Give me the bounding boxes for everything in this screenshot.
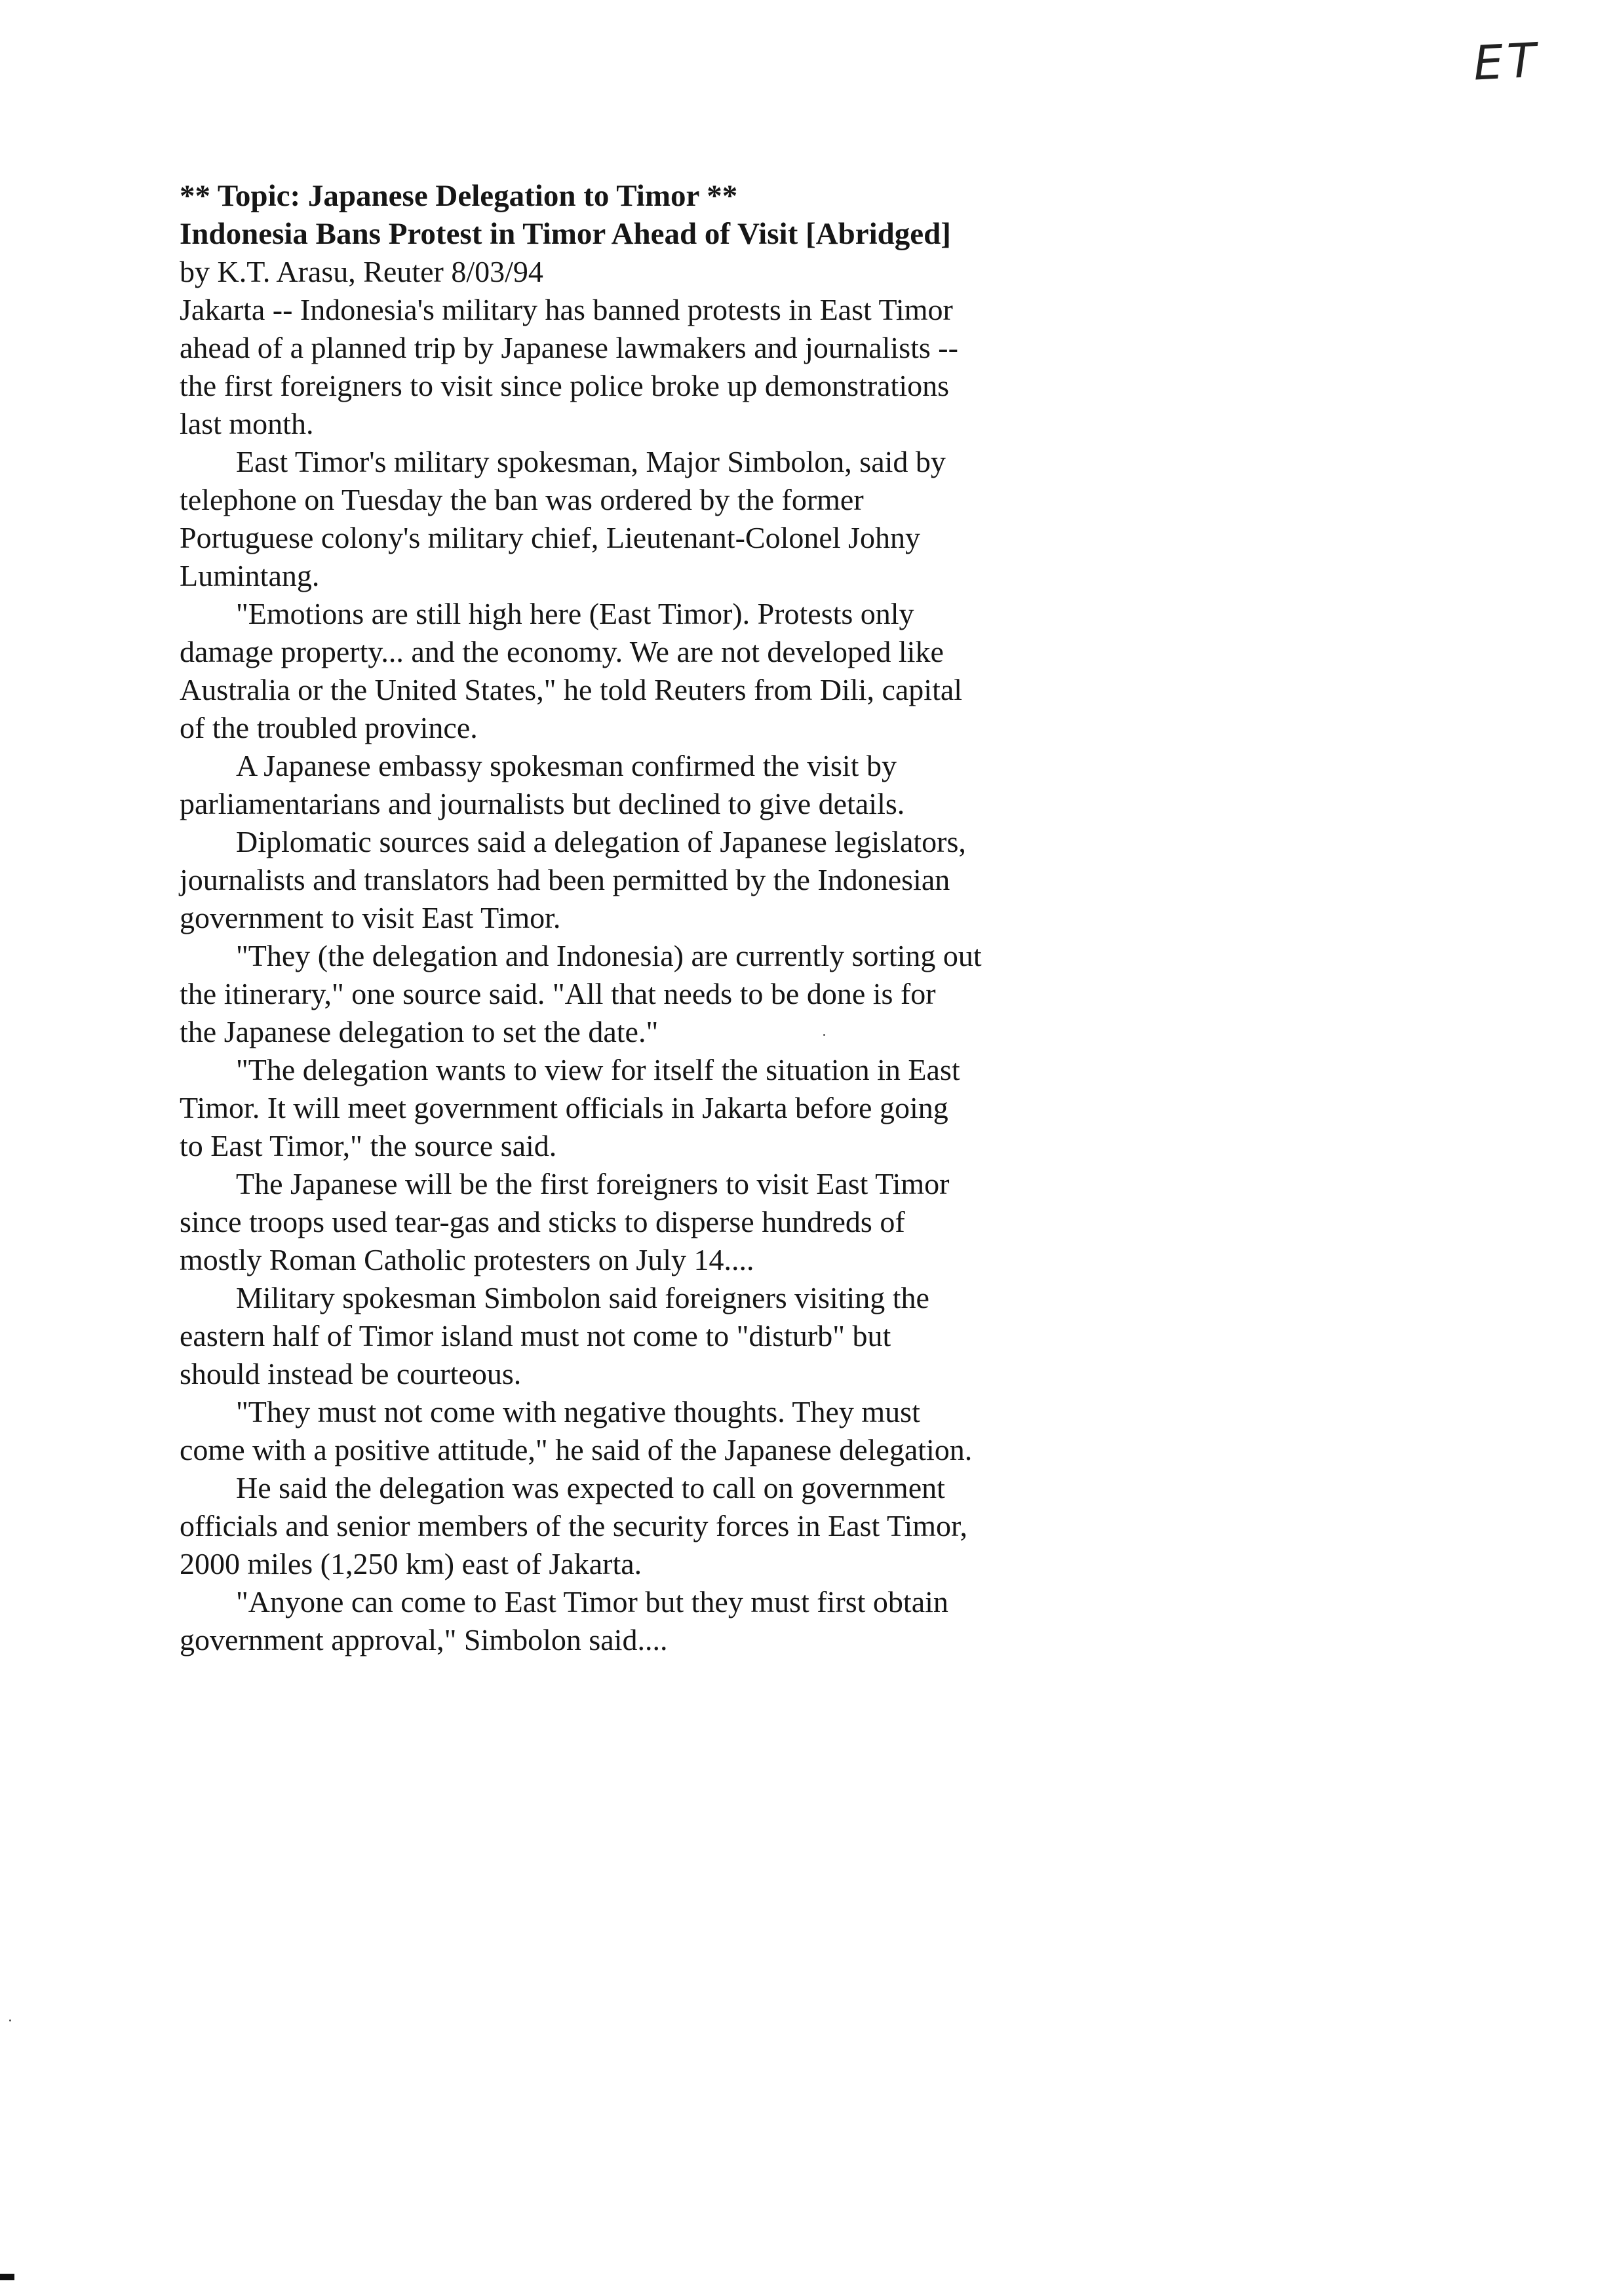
text-line: "Anyone can come to East Timor but they must first obtain [236,1585,948,1618]
handwritten-corner-mark: ET [1471,32,1542,91]
text-line: "Emotions are still high here (East Timor). Protests only [236,597,914,630]
text-line: the itinerary," one source said. "All that needs to be done is for [180,977,936,1010]
scan-speck [9,2019,11,2021]
article-paragraph [180,443,1097,595]
text-line: Timor. It will meet government officials in Jakarta before going [180,1091,948,1124]
text-line: government to visit East Timor. [180,901,561,934]
text-line: the first foreigners to visit since police broke up demonstrations [180,369,950,402]
article-paragraph [180,291,1097,443]
text-line: the Japanese delegation to set the date." [180,1015,659,1048]
text-line: A Japanese embassy spokesman confirmed the visit by [236,749,897,782]
article-paragraph [180,823,1097,937]
text-line: Diplomatic sources said a delegation of Japanese legislators, [236,825,966,858]
text-line: Lumintang. [180,559,320,592]
text-line: ahead of a planned trip by Japanese lawmakers and journalists -- [180,331,958,364]
article-paragraph [180,1469,1097,1583]
article-paragraph [180,1165,1097,1279]
text-line: come with a positive attitude," he said of the Japanese delegation. [180,1433,973,1466]
text-line: officials and senior members of the security forces in East Timor, [180,1509,967,1542]
text-line: "The delegation wants to view for itself the situation in East [236,1053,960,1086]
text-line: parliamentarians and journalists but declined to give details. [180,787,905,820]
text-line: to East Timor," the source said. [180,1129,557,1162]
text-line: 2000 miles (1,250 km) east of Jakarta. [180,1547,642,1580]
text-line: Portuguese colony's military chief, Lieutenant-Colonel Johny [180,521,920,554]
article [180,177,1097,1659]
article-paragraph [180,595,1097,747]
text-line: since troops used tear-gas and sticks to disperse hundreds of [180,1205,905,1238]
article-paragraph [180,937,1097,1051]
text-line: He said the delegation was expected to call on government [236,1471,945,1504]
article-paragraph [180,747,1097,823]
article-paragraph [180,1051,1097,1165]
scan-speck [823,1034,825,1036]
scan-edge-mark [0,2274,14,2280]
text-line: government approval," Simbolon said.... [180,1623,668,1656]
text-line: mostly Roman Catholic protesters on July 14.... [180,1243,754,1276]
text-line: should instead be courteous. [180,1357,522,1390]
text-line: "They (the delegation and Indonesia) are currently sorting out [236,939,982,972]
article-paragraph [180,1393,1097,1469]
article-topic: ** Topic: Japanese Delegation to Timor ** [180,179,738,213]
text-line: of the troubled province. [180,711,478,744]
text-line: "They must not come with negative thoughts. They must [236,1395,920,1428]
article-headline: Indonesia Bans Protest in Timor Ahead of Visit [Abridged] [180,217,951,251]
text-line: East Timor's military spokesman, Major Simbolon, said by [236,445,946,478]
text-line: damage property... and the economy. We are not developed like [180,635,944,668]
text-line: telephone on Tuesday the ban was ordered by the former [180,483,864,516]
text-line: eastern half of Timor island must not come to "disturb" but [180,1319,891,1352]
article-byline: by K.T. Arasu, Reuter 8/03/94 [180,255,543,288]
text-line: Australia or the United States," he told Reuters from Dili, capital [180,673,963,706]
text-line: journalists and translators had been permitted by the Indonesian [180,863,950,896]
article-paragraph [180,1583,1097,1659]
text-line: The Japanese will be the first foreigners to visit East Timor [236,1167,950,1200]
article-paragraph [180,1279,1097,1393]
text-line: Jakarta -- Indonesia's military has banned protests in East Timor [180,293,953,326]
text-line: last month. [180,407,314,440]
text-line: Military spokesman Simbolon said foreigners visiting the [236,1281,929,1314]
